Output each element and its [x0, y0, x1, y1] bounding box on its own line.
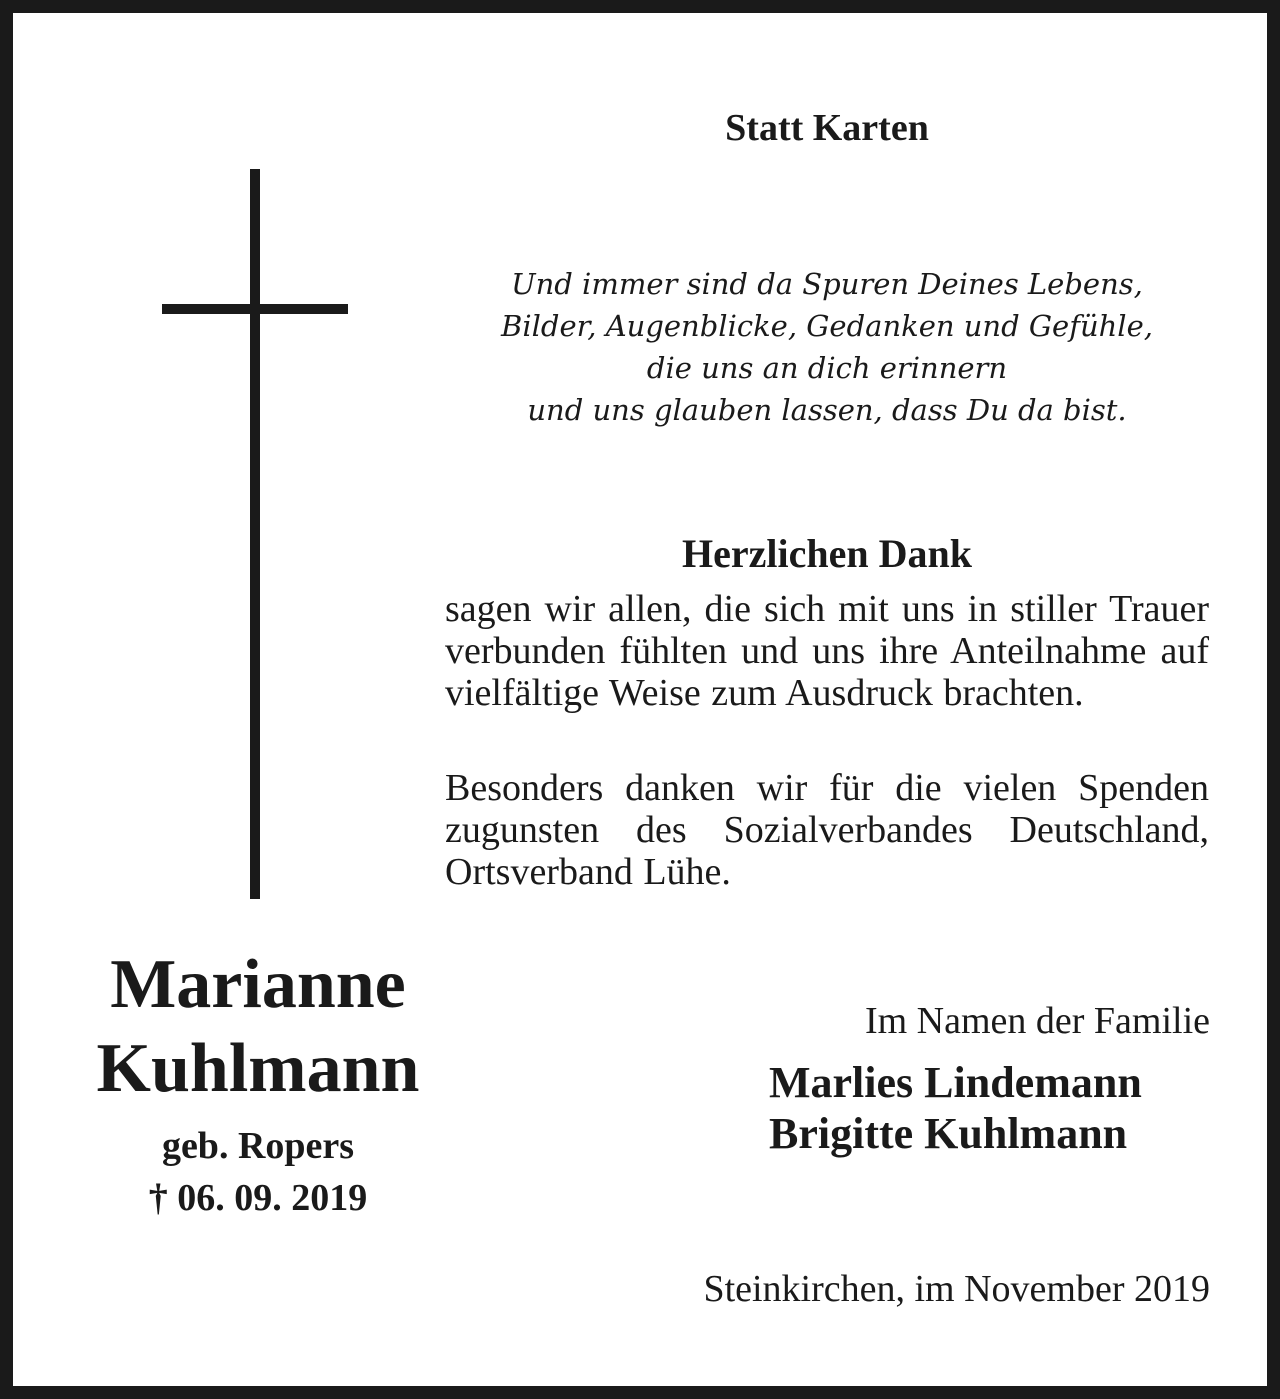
- family-member: Brigitte Kuhlmann: [769, 1109, 1128, 1158]
- memorial-verse: [443, 263, 1211, 431]
- deceased-first-name: Marianne: [110, 946, 406, 1023]
- deceased-last-name: Kuhlmann: [96, 1030, 420, 1107]
- verse-line: die uns an dich erinnern: [646, 351, 1008, 385]
- thanks-paragraph: sagen wir allen, die sich mit uns in stiller Trauer verbunden fühlten und uns ihre Anteilnahme auf vielfältige Weise zum Ausdruck brachten.: [445, 588, 1209, 714]
- place-and-date: Steinkirchen, im November 2019: [703, 1268, 1210, 1310]
- cross-icon-vertical-bar: [250, 169, 260, 899]
- verse-line: und uns glauben lassen, dass Du da bist.: [527, 393, 1127, 427]
- donations-paragraph: Besonders danken wir für die vielen Spenden zugunsten des Sozialverbandes Deutschland, Ortsverband Lühe.: [445, 767, 1209, 893]
- family-member: Marlies Lindemann: [769, 1058, 1142, 1107]
- family-intro: Im Namen der Familie: [864, 1000, 1210, 1042]
- statt-karten-heading: Statt Karten: [725, 107, 929, 149]
- deceased-birth-name: geb. Ropers: [161, 1125, 355, 1167]
- verse-line: Bilder, Augenblicke, Gedanken und Gefühle,: [501, 309, 1153, 343]
- deceased-death-date: † 06. 09. 2019: [148, 1177, 368, 1219]
- thanks-heading: Herzlichen Dank: [682, 531, 972, 576]
- cross-icon-horizontal-bar: [162, 304, 348, 314]
- verse-line: Und immer sind da Spuren Deines Lebens,: [511, 267, 1143, 301]
